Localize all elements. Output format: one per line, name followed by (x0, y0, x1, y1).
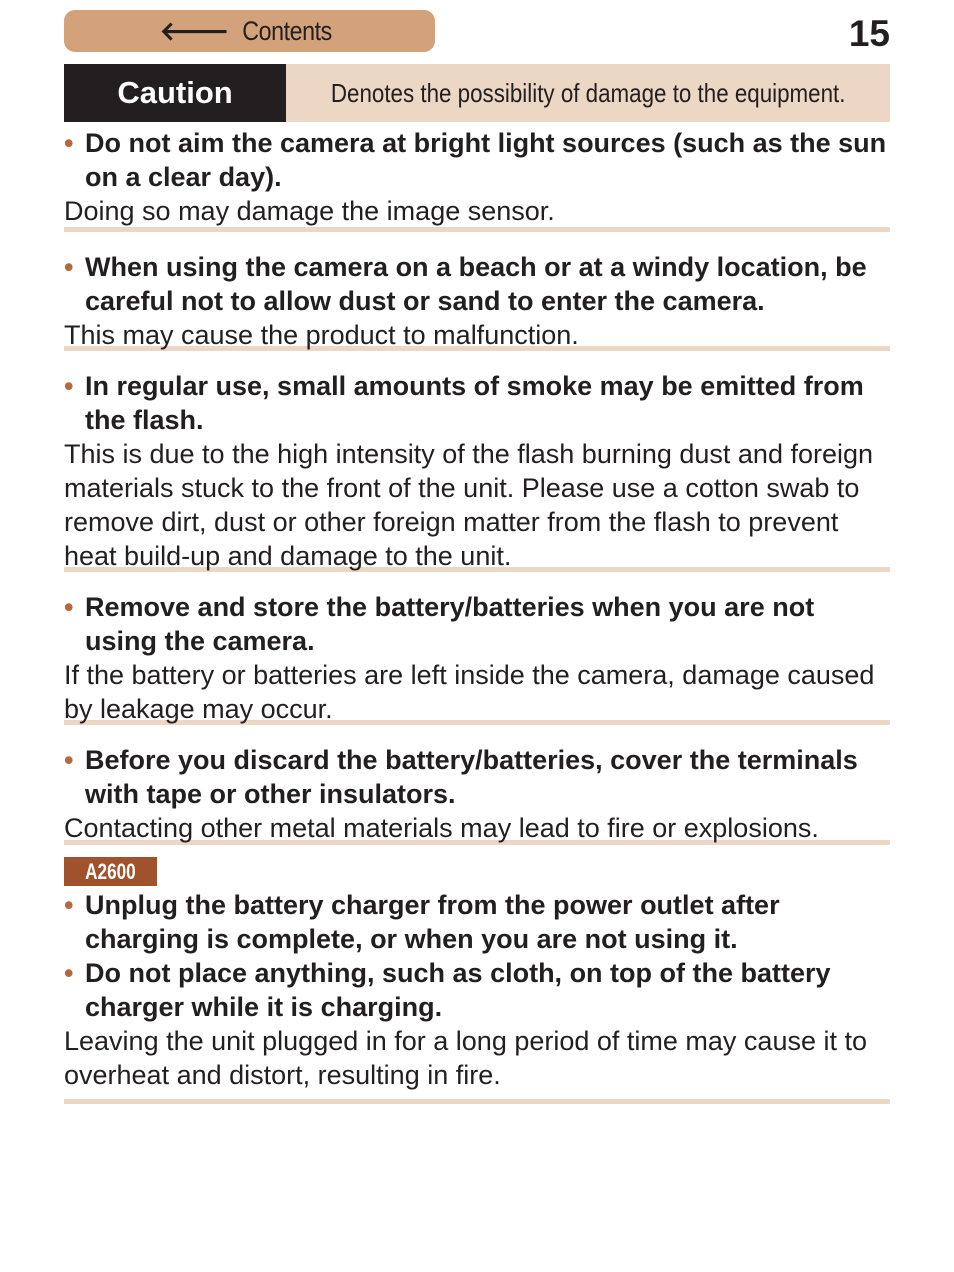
caution-bullet: • Before you discard the battery/batteries, cover the terminals with tape or other insulators. (64, 743, 890, 811)
contents-button[interactable] (64, 10, 435, 52)
caution-section (64, 232, 890, 351)
caution-section (64, 845, 890, 1104)
arrow-left-icon: 🡐 (159, 15, 230, 46)
caution-section (64, 572, 890, 725)
caution-body: This is due to the high intensity of the flash burning dust and foreign materials stuck to the front of the unit. Please use a cotton swab to remove dirt, dust or other foreign matter from the flash to prevent heat build-up and damage to the unit. (64, 439, 874, 571)
model-badge: A2600 (64, 857, 157, 886)
caution-title: Caution (64, 64, 286, 122)
caution-bullet: • In regular use, small amounts of smoke may be emitted from the flash. (64, 369, 890, 437)
caution-content (64, 124, 890, 1104)
caution-section (64, 124, 890, 232)
caution-section (64, 351, 890, 572)
caution-bullet: • When using the camera on a beach or at a windy location, be careful not to allow dust or sand to enter the camera. (64, 250, 890, 318)
caution-description: Denotes the possibility of damage to the equipment. (286, 64, 890, 122)
caution-section (64, 725, 890, 845)
caution-bullet: • Unplug the battery charger from the power outlet after charging is complete, or when you are not using it. (64, 888, 890, 956)
caution-bullet: • Do not aim the camera at bright light sources (such as the sun on a clear day). (64, 126, 890, 194)
caution-body: Leaving the unit plugged in for a long period of time may cause it to overheat and distort, resulting in fire. (64, 1026, 867, 1090)
caution-body: Contacting other metal materials may lead to fire or explosions. (64, 813, 819, 843)
caution-body: If the battery or batteries are left inside the camera, damage caused by leakage may occur. (64, 660, 875, 724)
page-number: 15 (848, 13, 890, 54)
caution-bullet: • Do not place anything, such as cloth, on top of the battery charger while it is charging. (64, 956, 890, 1024)
contents-label: Contents (242, 15, 333, 46)
caution-bullet: • Remove and store the battery/batteries when you are not using the camera. (64, 590, 890, 658)
caution-body: This may cause the product to malfunction. (64, 320, 579, 350)
caution-header (64, 64, 890, 122)
caution-body: Doing so may damage the image sensor. (64, 196, 555, 226)
